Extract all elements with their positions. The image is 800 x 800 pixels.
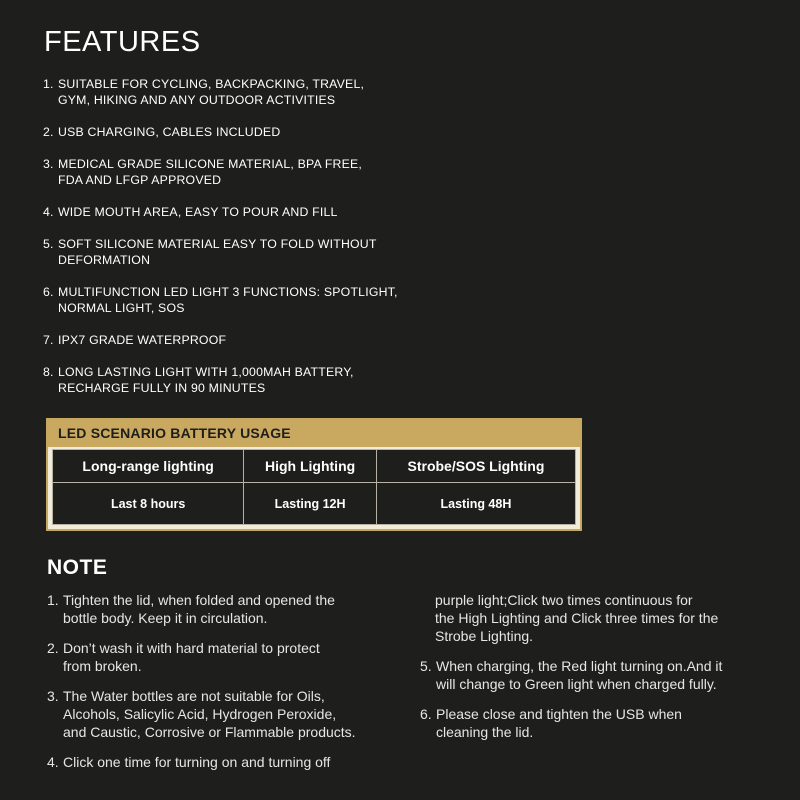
feature-text: SOFT SILICONE MATERIAL EASY TO FOLD WITHOUT DEFORMATION [58,237,377,267]
feature-number: 7. [43,333,54,347]
note-item [420,657,780,693]
table-cell: Last 8 hours [53,483,244,525]
note-item-continued: purple light;Click two times continuous for the High Lighting and Click three times for the Strobe Lighting. [435,592,719,644]
note-item [47,591,407,627]
note-item [47,639,407,675]
feature-item [43,156,463,188]
note-number: 2. [47,640,59,656]
feature-item [43,76,463,108]
features-list [43,76,463,412]
table-cell: Lasting 12H [244,483,377,525]
feature-item [43,364,463,396]
feature-text: LONG LASTING LIGHT WITH 1,000MAH BATTERY, RECHARGE FULLY IN 90 MINUTES [58,365,354,395]
table-header-row [53,450,576,483]
usage-table [52,449,576,525]
feature-number: 6. [43,285,54,299]
column-header: Strobe/SOS Lighting [376,450,575,483]
table-row [53,483,576,525]
note-text: When charging, the Red light turning on.And it will change to Green light when charged fully. [436,658,723,692]
feature-number: 4. [43,205,54,219]
note-text: Please close and tighten the USB when cleaning the lid. [436,706,682,740]
note-text: Tighten the lid, when folded and opened the bottle body. Keep it in circulation. [63,592,335,626]
table-cell: Lasting 48H [376,483,575,525]
note-title: NOTE [47,556,108,579]
note-number: 3. [47,688,59,704]
feature-number: 3. [43,157,54,171]
note-item [47,753,407,771]
feature-item [43,204,463,220]
feature-text: IPX7 GRADE WATERPROOF [58,333,227,347]
feature-number: 8. [43,365,54,379]
feature-item [43,124,463,140]
feature-text: MEDICAL GRADE SILICONE MATERIAL, BPA FREE, FDA AND LFGP APPROVED [58,157,363,187]
feature-number: 1. [43,77,54,91]
note-number: 1. [47,592,59,608]
feature-text: WIDE MOUTH AREA, EASY TO POUR AND FILL [58,205,338,219]
feature-number: 5. [43,237,54,251]
feature-item [43,284,463,316]
feature-text: USB CHARGING, CABLES INCLUDED [58,125,281,139]
note-number: 6. [420,706,432,722]
battery-usage-table [46,418,582,531]
feature-text: SUITABLE FOR CYCLING, BACKPACKING, TRAVEL, GYM, HIKING AND ANY OUTDOOR ACTIVITIES [58,77,365,107]
note-text: Don’t wash it with hard material to protect from broken. [63,640,320,674]
column-header: High Lighting [244,450,377,483]
column-header: Long-range lighting [53,450,244,483]
feature-text: MULTIFUNCTION LED LIGHT 3 FUNCTIONS: SPOTLIGHT, NORMAL LIGHT, SOS [58,285,398,315]
note-item [47,687,407,741]
note-text: Click one time for turning on and turning off [63,754,331,770]
feature-item [43,236,463,268]
note-text: The Water bottles are not suitable for Oils, Alcohols, Salicylic Acid, Hydrogen Peroxide, and Caustic, Corrosive or Flammable products. [63,688,356,740]
features-title: FEATURES [44,26,201,58]
battery-usage-title: LED SCENARIO BATTERY USAGE [48,420,580,447]
feature-number: 2. [43,125,54,139]
feature-item [43,332,463,348]
note-list-left [47,591,407,783]
note-number: 4. [47,754,59,770]
battery-usage-grid [52,449,576,525]
note-list-right [420,591,780,753]
note-item [420,705,780,741]
note-number: 5. [420,658,432,674]
